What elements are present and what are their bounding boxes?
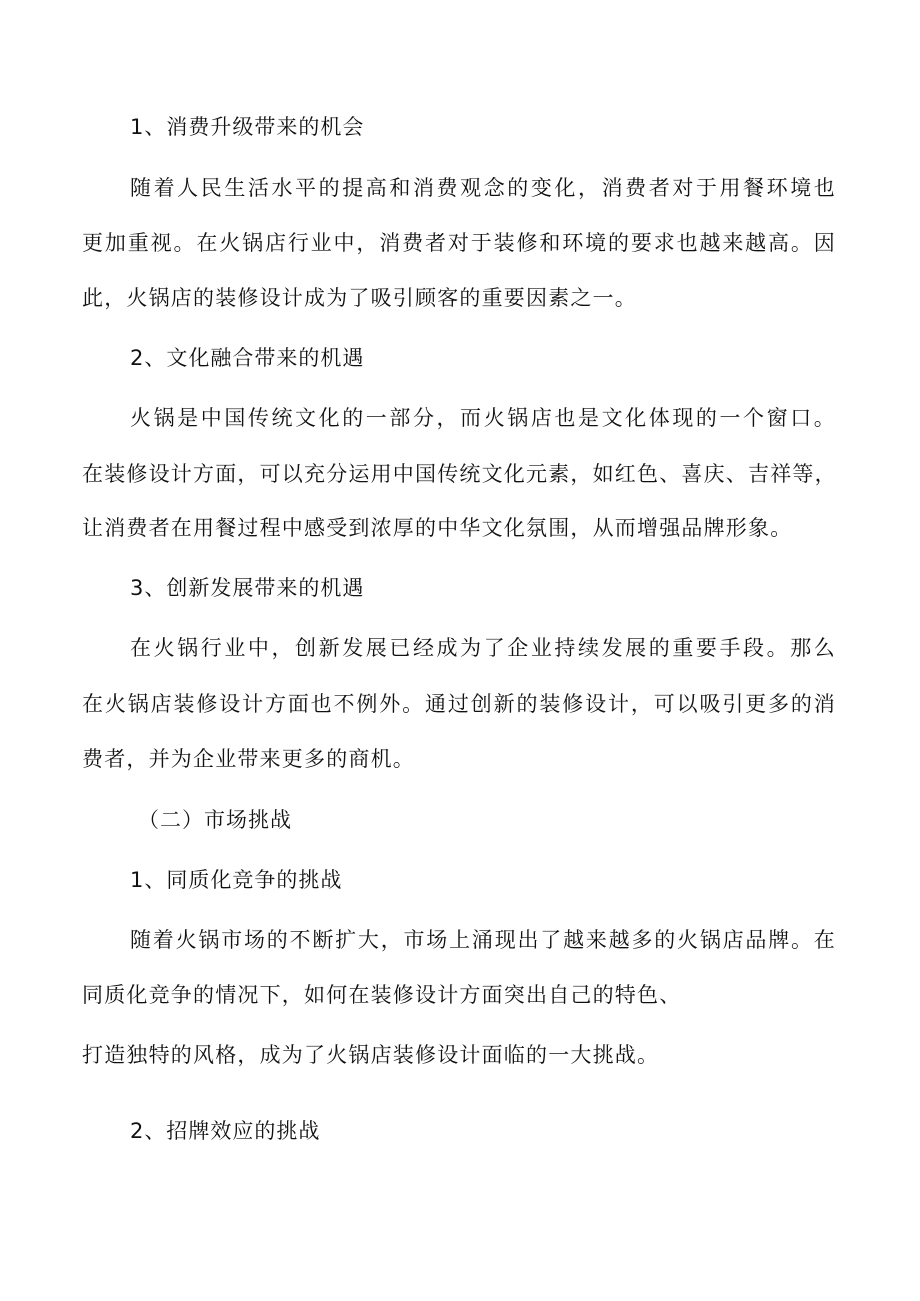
heading-innovation: 3、创新发展带来的机遇: [130, 576, 365, 600]
section-heading-market-challenges: （二）市场挑战: [138, 808, 292, 832]
paragraph-line: 费者，并为企业带来更多的商机。: [82, 747, 415, 771]
paragraph-line: 火锅是中国传统文化的一部分，而火锅店也是文化体现的一个窗口。: [130, 406, 836, 430]
heading-consumption-upgrade: 1、消费升级带来的机会: [130, 115, 365, 139]
paragraph-line: 让消费者在用餐过程中感受到浓厚的中华文化氛围，从而增强品牌形象。: [82, 516, 793, 540]
paragraph-line: 随着人民生活水平的提高和消费观念的变化，消费者对于用餐环境也: [130, 176, 836, 200]
heading-signboard-effect: 2、招牌效应的挑战: [130, 1119, 321, 1143]
paragraph-line: 更加重视。在火锅店行业中，消费者对于装修和环境的要求也越来越高。因: [82, 231, 836, 255]
heading-culture-fusion: 2、文化融合带来的机遇: [130, 346, 365, 370]
paragraph-line: 在装修设计方面，可以充分运用中国传统文化元素，如红色、喜庆、吉祥等，: [82, 462, 837, 486]
paragraph-line: 同质化竞争的情况下，如何在装修设计方面突出自己的特色、: [82, 983, 682, 1007]
paragraph-line: 此，火锅店的装修设计成为了吸引顾客的重要因素之一。: [82, 286, 637, 310]
paragraph-line: 在火锅店装修设计方面也不例外。通过创新的装修设计，可以吸引更多的消: [82, 692, 836, 716]
paragraph-line: 在火锅行业中，创新发展已经成为了企业持续发展的重要手段。那么: [130, 636, 836, 660]
paragraph-line: 随着火锅市场的不断扩大，市场上涌现出了越来越多的火锅店品牌。在: [130, 928, 836, 952]
heading-homogeneous-competition: 1、同质化竞争的挑战: [130, 868, 343, 892]
paragraph-line: 打造独特的风格，成为了火锅店装修设计面临的一大挑战。: [82, 1043, 660, 1067]
